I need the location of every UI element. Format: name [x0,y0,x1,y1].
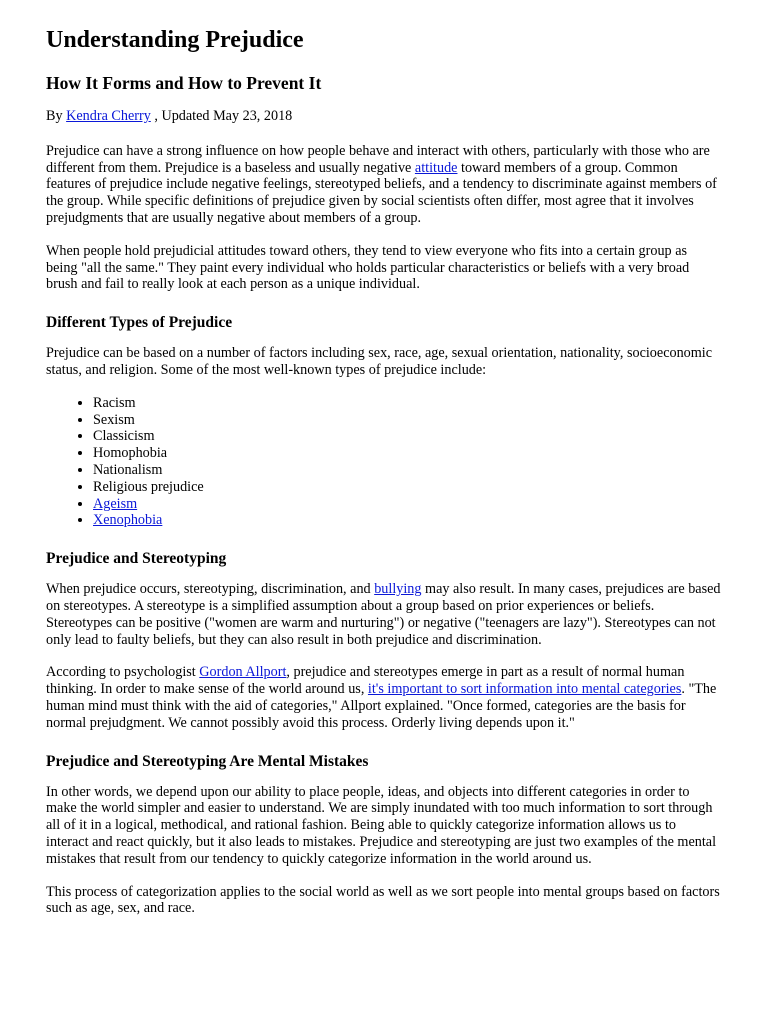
list-item-racism: • Racism [93,395,722,412]
byline [46,108,722,125]
list-item-homophobia: • Homophobia [93,445,722,462]
mental-categories-link[interactable]: it's important to sort information into mental categories [367,681,682,698]
intro-p1-text-1: Prejudice can have a strong influence on how people behave and interact with others, particularly with those who are different from them. Prejudice is a baseless and usually negative [46,142,710,176]
intro-paragraph-2: When people hold prejudicial attitudes toward others, they tend to view everyone who fits into a certain group as being "all the same." They paint every individual who holds particular characteristics or beliefs with a very broad brush and fail to really look at each person as a unique individual. [46,242,690,293]
list-item-xenophobia [93,512,722,529]
ageism-link[interactable]: Ageism [93,495,138,512]
attitude-link[interactable]: attitude [414,159,458,176]
list-item-religious-prejudice: • Religious prejudice [93,479,722,496]
article-subtitle: How It Forms and How to Prevent It [46,73,322,93]
mental-mistakes-paragraph-2: This process of categorization applies to the social world as well as we sort people into mental groups based on factors such as age, sex, and race. [46,883,720,917]
list-item-ageism [93,496,722,513]
xenophobia-link[interactable]: Xenophobia [93,512,163,529]
stereo-p2-text-3: . "The human mind must think with the aid of categories," Allport explained. "Once formed, categories are the basis for normal prejudgment. We cannot possibly avoid this process. Orderly living depends upon it." [46,681,717,731]
byline-prefix: By [46,108,67,124]
stereotyping-heading: Prejudice and Stereotyping [46,550,227,568]
types-paragraph: Prejudice can be based on a number of factors including sex, race, age, sexual orientation, nationality, socioeconomic status, and religion. Some of the most well-known types of prejudice include: [46,345,713,378]
stereotyping-paragraph-1 [46,581,722,648]
article-title: Understanding Prejudice [46,27,304,53]
list-item-classicism: • Classicism [93,428,722,445]
mental-mistakes-paragraph-1: In other words, we depend upon our ability to place people, ideas, and objects into different categories in order to make the world simpler and easier to understand. We are simply inundated with too much information to sort through all of it in a logical, methodical, and rational fashion. Being able to quickly categorize information allows us to interact and react quickly, but it also leads to mistakes. Prejudice and stereotyping are just two examples of the mental mistakes that result from our tendency to quickly categorize information in the world around us. [46,783,717,867]
stereotyping-paragraph-2 [46,664,722,731]
list-item-sexism: • Sexism [93,412,722,429]
types-heading: Different Types of Prejudice [46,314,233,332]
bullying-link[interactable]: bullying [374,581,422,598]
list-item-nationalism: • Nationalism [93,462,722,479]
stereo-p1-text-1: When prejudice occurs, stereotyping, discrimination, and [46,581,375,598]
author-link[interactable]: Kendra Cherry [66,108,151,124]
prejudice-types-list [46,395,722,529]
byline-date: , Updated May 23, 2018 [150,108,293,124]
mental-mistakes-heading: Prejudice and Stereotyping Are Mental Mistakes [46,752,369,770]
stereo-p1-text-2: may also result. In many cases, prejudices are based on stereotypes. A stereotype is a simplified assumption about a group based on prior experiences or beliefs. Stereotypes can be positive ("women are warm and nurturing") or negative ("teenagers are lazy"). Stereotypes can not only lead to faulty beliefs, but they can also result in both prejudice and discrimination. [46,581,721,648]
stereo-p2-text-1: According to psychologist [46,664,200,681]
gordon-allport-link[interactable]: Gordon Allport [199,664,287,681]
intro-p1-text-2: toward members of a group. Common features of prejudice include negative feelings, stereotyped beliefs, and a tendency to discriminate against members of the group. While specific definitions of prejudice given by social scientists often differ, most agree that it involves prejudgments that are usually negative about members of a group. [46,159,717,226]
stereo-p2-text-2: , prejudice and stereotypes emerge in part as a result of normal human thinking. In order to make sense of the world around us, [46,664,685,698]
intro-paragraph-1 [46,143,722,227]
